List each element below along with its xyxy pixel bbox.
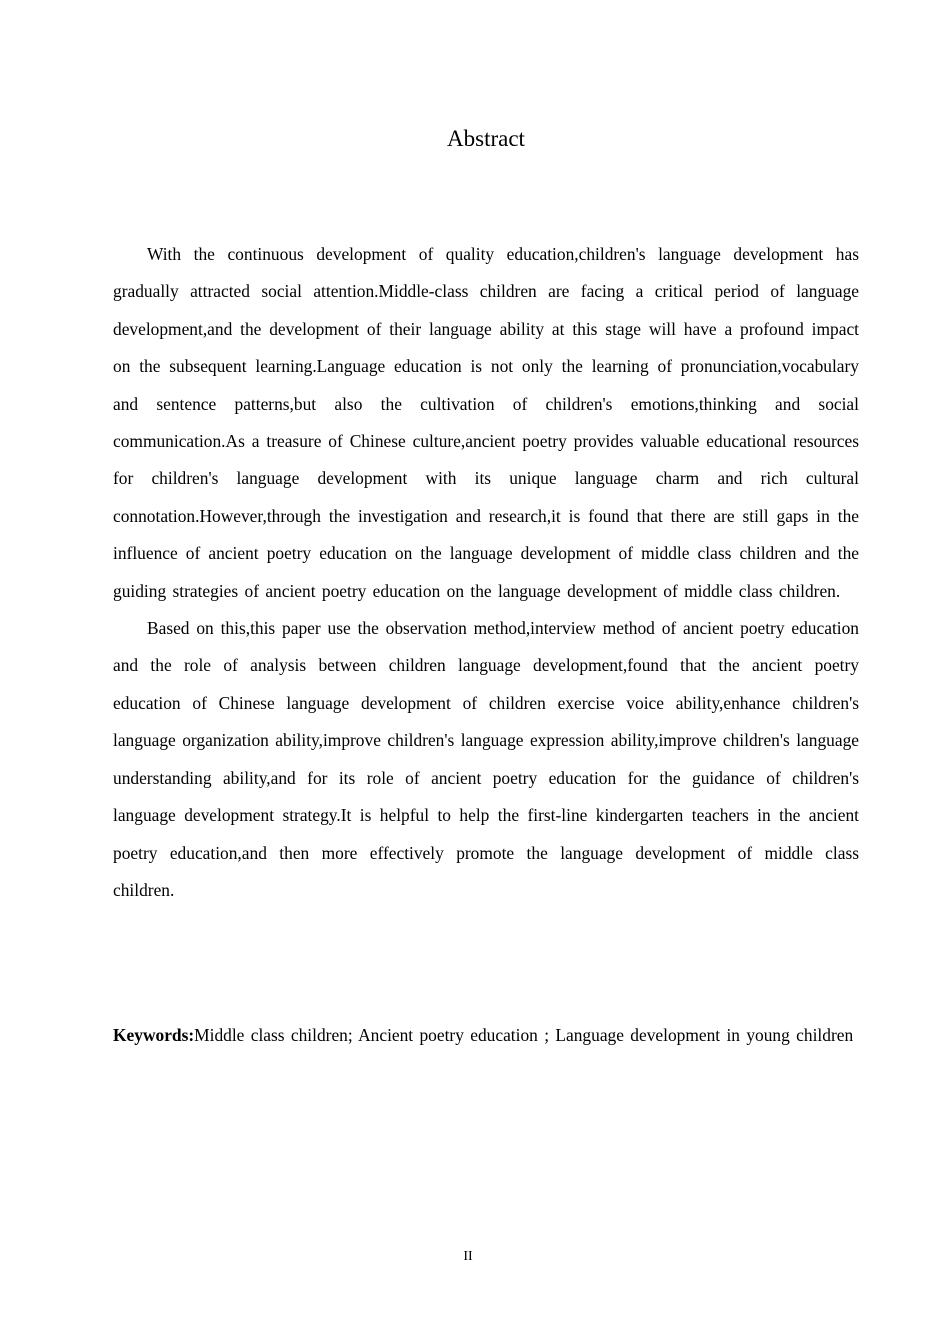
abstract-title: Abstract (447, 126, 525, 151)
abstract-paragraph-2: Based on this,this paper use the observation method,interview method of ancient poetry education and the role of analysis between children language development,found that the ancient poetry education of Chinese language development of children exercise voice ability,enhance children's language organization ability,improve children's language expression ability,improve children's language understanding ability,and for its role of ancient poetry education for the guidance of children's language development strategy.It is helpful to help the first-line kindergarten teachers in the ancient poetry education,and then more effectively promote the language development of middle class children. (113, 618, 859, 900)
keywords-label: Keywords: (113, 1025, 195, 1045)
page-number: II (463, 1249, 473, 1264)
abstract-paragraph-1: With the continuous development of quality education,children's language development has gradually attracted social attention.Middle-class children are facing a critical period of language development,and the development of their language ability at this stage will have a profound impact on the subsequent learning.Language education is not only the learning of pronunciation,vocabulary and sentence patterns,but also the cultivation of children's emotions,thinking and social communication.As a treasure of Chinese culture,ancient poetry provides valuable educational resources for children's language development with its unique language charm and rich cultural connotation.However,through the investigation and research,it is found that there are still gaps in the influence of ancient poetry education on the language development of middle class children and the guiding strategies of ancient poetry education on the language development of middle class children. (113, 244, 859, 601)
keywords-line (113, 1017, 859, 1054)
abstract-body (113, 236, 859, 909)
keywords-text: Middle class children; Ancient poetry education ; Language development in young children (194, 1025, 854, 1045)
